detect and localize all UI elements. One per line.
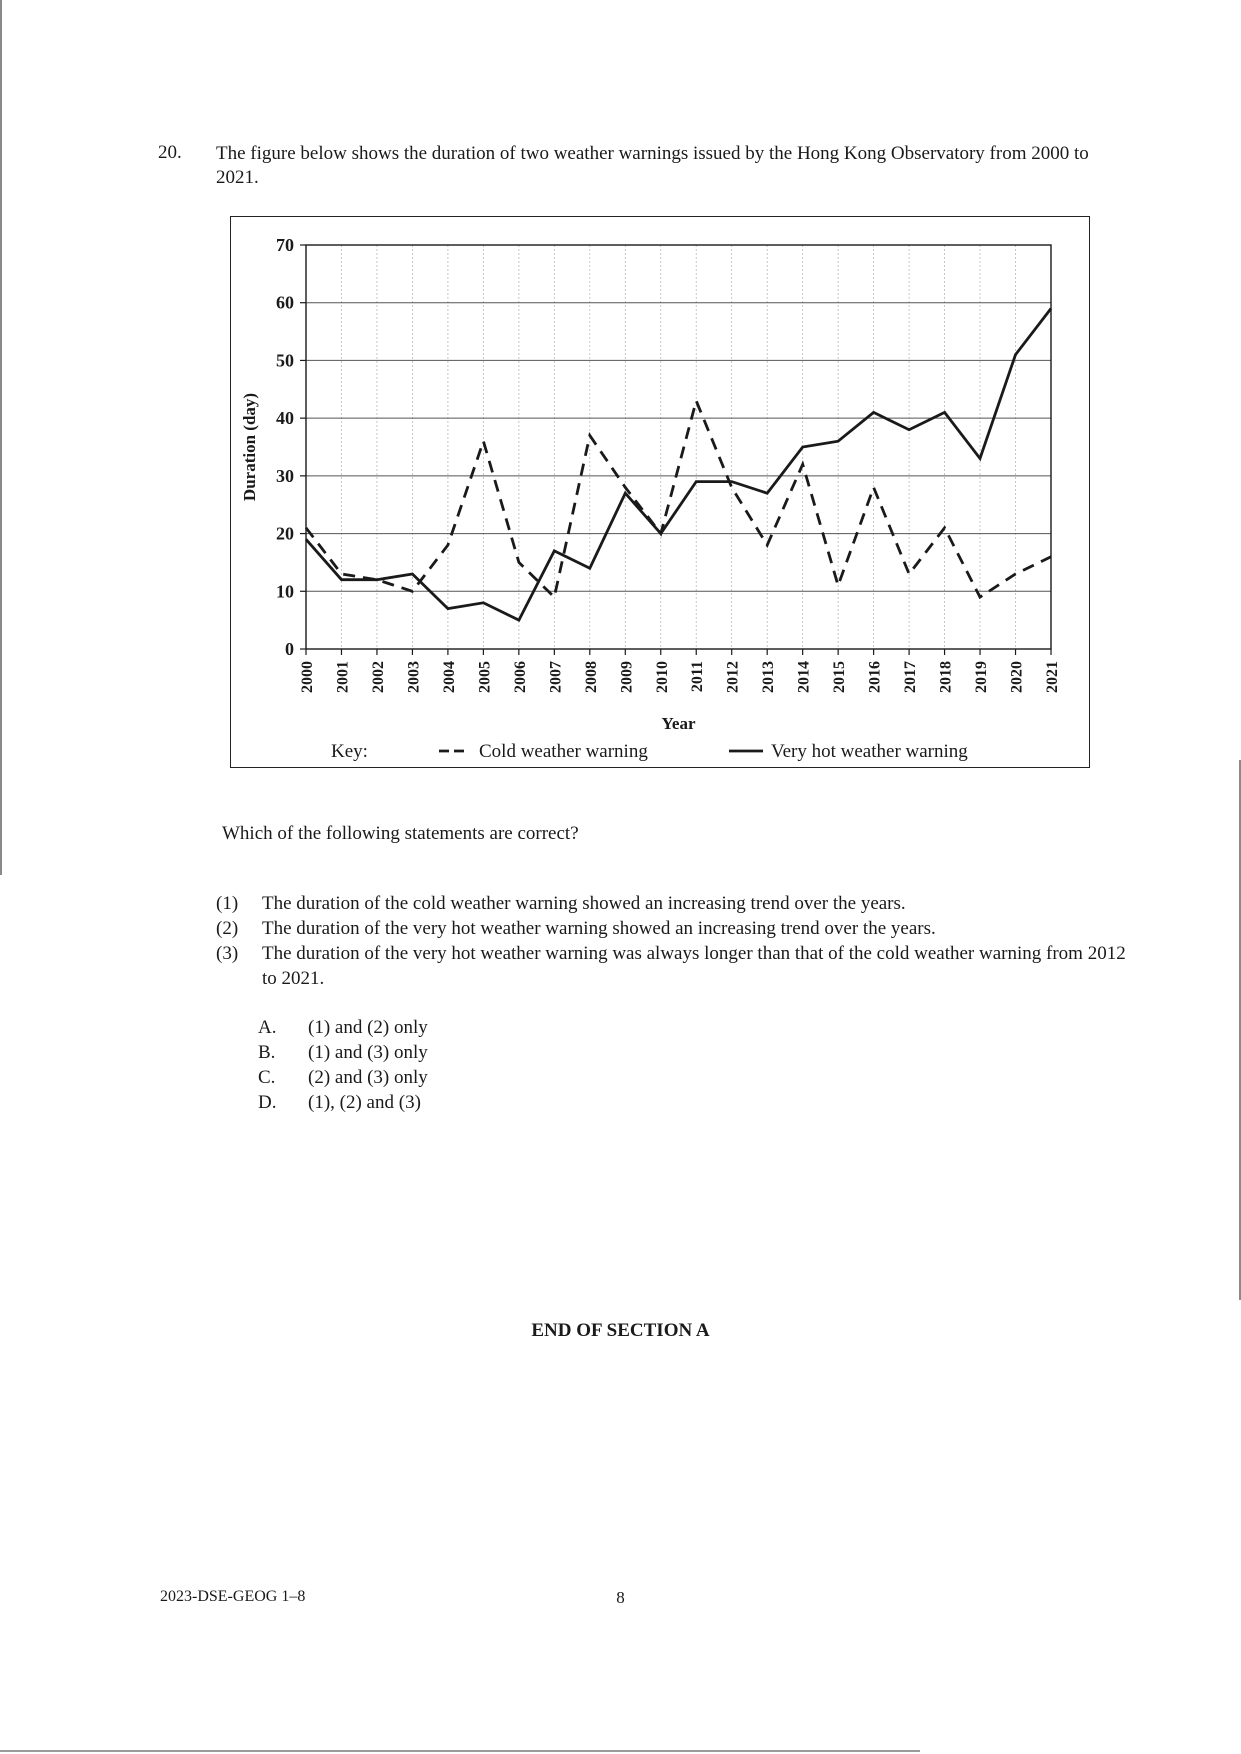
statement-text: The duration of the very hot weather warning showed an increasing trend over the years.: [262, 918, 936, 939]
y-tick-label: 50: [276, 350, 294, 371]
option-text: (1) and (2) only: [308, 1017, 428, 1038]
question-number: 20.: [158, 142, 182, 163]
x-tick-label: 2004: [440, 661, 458, 693]
option-b[interactable]: [258, 1040, 428, 1065]
y-tick-label: 70: [276, 235, 294, 255]
option-text: (2) and (3) only: [308, 1067, 428, 1088]
y-tick-label: 40: [276, 408, 294, 429]
statement-3: [216, 941, 1136, 991]
option-a[interactable]: [258, 1015, 428, 1040]
chart-figure: [230, 216, 1090, 768]
x-tick-label: 2008: [582, 661, 600, 693]
x-tick-label: 2011: [689, 661, 707, 693]
x-tick-label: 2015: [831, 661, 849, 693]
x-tick-label: 2000: [299, 661, 316, 693]
y-tick-label: 20: [276, 523, 294, 544]
x-tick-label: 2003: [405, 661, 423, 693]
x-tick-label: 2016: [866, 661, 884, 693]
question-text: The figure below shows the duration of two weather warnings issued by the Hong Kong Observatory from 2000 to 2021.: [216, 143, 1089, 188]
y-tick-label: 60: [276, 292, 294, 313]
answer-options: [258, 1015, 428, 1115]
option-c[interactable]: [258, 1065, 428, 1090]
statement-number: (2): [216, 918, 239, 939]
option-d[interactable]: [258, 1090, 428, 1115]
line-chart: [231, 217, 1091, 769]
x-tick-label: 2013: [760, 661, 778, 693]
x-tick-label: 2020: [1008, 661, 1026, 693]
scan-edge-left: [0, 0, 2, 875]
y-tick-label: 0: [285, 639, 294, 659]
x-tick-label: 2007: [547, 661, 565, 693]
scan-edge-bottom: [0, 1750, 920, 1752]
very-hot-weather-series-line: [306, 309, 1051, 621]
x-tick-label: 2021: [1044, 661, 1061, 693]
x-tick-label: 2012: [724, 661, 742, 693]
statement-number: (1): [216, 893, 239, 914]
page-number: 8: [616, 1588, 625, 1607]
option-text: (1), (2) and (3): [308, 1092, 421, 1113]
y-axis-title: Duration (day): [240, 392, 259, 502]
option-letter: B.: [258, 1042, 276, 1063]
x-tick-label: 2002: [369, 661, 387, 693]
paper-code: 2023-DSE-GEOG 1–8: [160, 1588, 306, 1605]
question-prompt: Which of the following statements are correct?: [222, 823, 579, 844]
y-tick-label: 10: [276, 581, 294, 602]
x-tick-label: 2006: [511, 661, 529, 693]
option-letter: A.: [258, 1017, 277, 1038]
x-tick-label: 2018: [937, 661, 955, 693]
statement-1: [216, 891, 1136, 916]
statement-text: The duration of the cold weather warning showed an increasing trend over the years.: [262, 893, 906, 914]
option-text: (1) and (3) only: [308, 1042, 428, 1063]
x-axis-title: Year: [661, 714, 696, 733]
x-tick-label: 2014: [795, 661, 813, 693]
option-letter: C.: [258, 1067, 276, 1088]
x-tick-label: 2009: [618, 661, 636, 693]
statement-text: The duration of the very hot weather warning was always longer than that of the cold weather warning from 2012 to 2021.: [262, 943, 1126, 989]
x-tick-label: 2019: [973, 661, 991, 693]
x-tick-label: 2017: [902, 661, 920, 693]
statement-list: [216, 891, 1136, 991]
cold-weather-series-line: [306, 401, 1051, 597]
legend-key-label: Key:: [331, 741, 368, 762]
legend-label-very-hot: Very hot weather warning: [771, 741, 968, 762]
statement-number: (3): [216, 943, 239, 964]
y-tick-label: 30: [276, 465, 294, 486]
x-tick-label: 2001: [334, 661, 352, 693]
statement-2: [216, 916, 1136, 941]
x-tick-label: 2010: [653, 661, 671, 693]
plot-area-frame: [306, 245, 1051, 649]
option-letter: D.: [258, 1092, 277, 1113]
x-tick-label: 2005: [476, 661, 494, 693]
end-of-section: END OF SECTION A: [531, 1320, 710, 1341]
legend-label-cold: Cold weather warning: [479, 741, 648, 762]
